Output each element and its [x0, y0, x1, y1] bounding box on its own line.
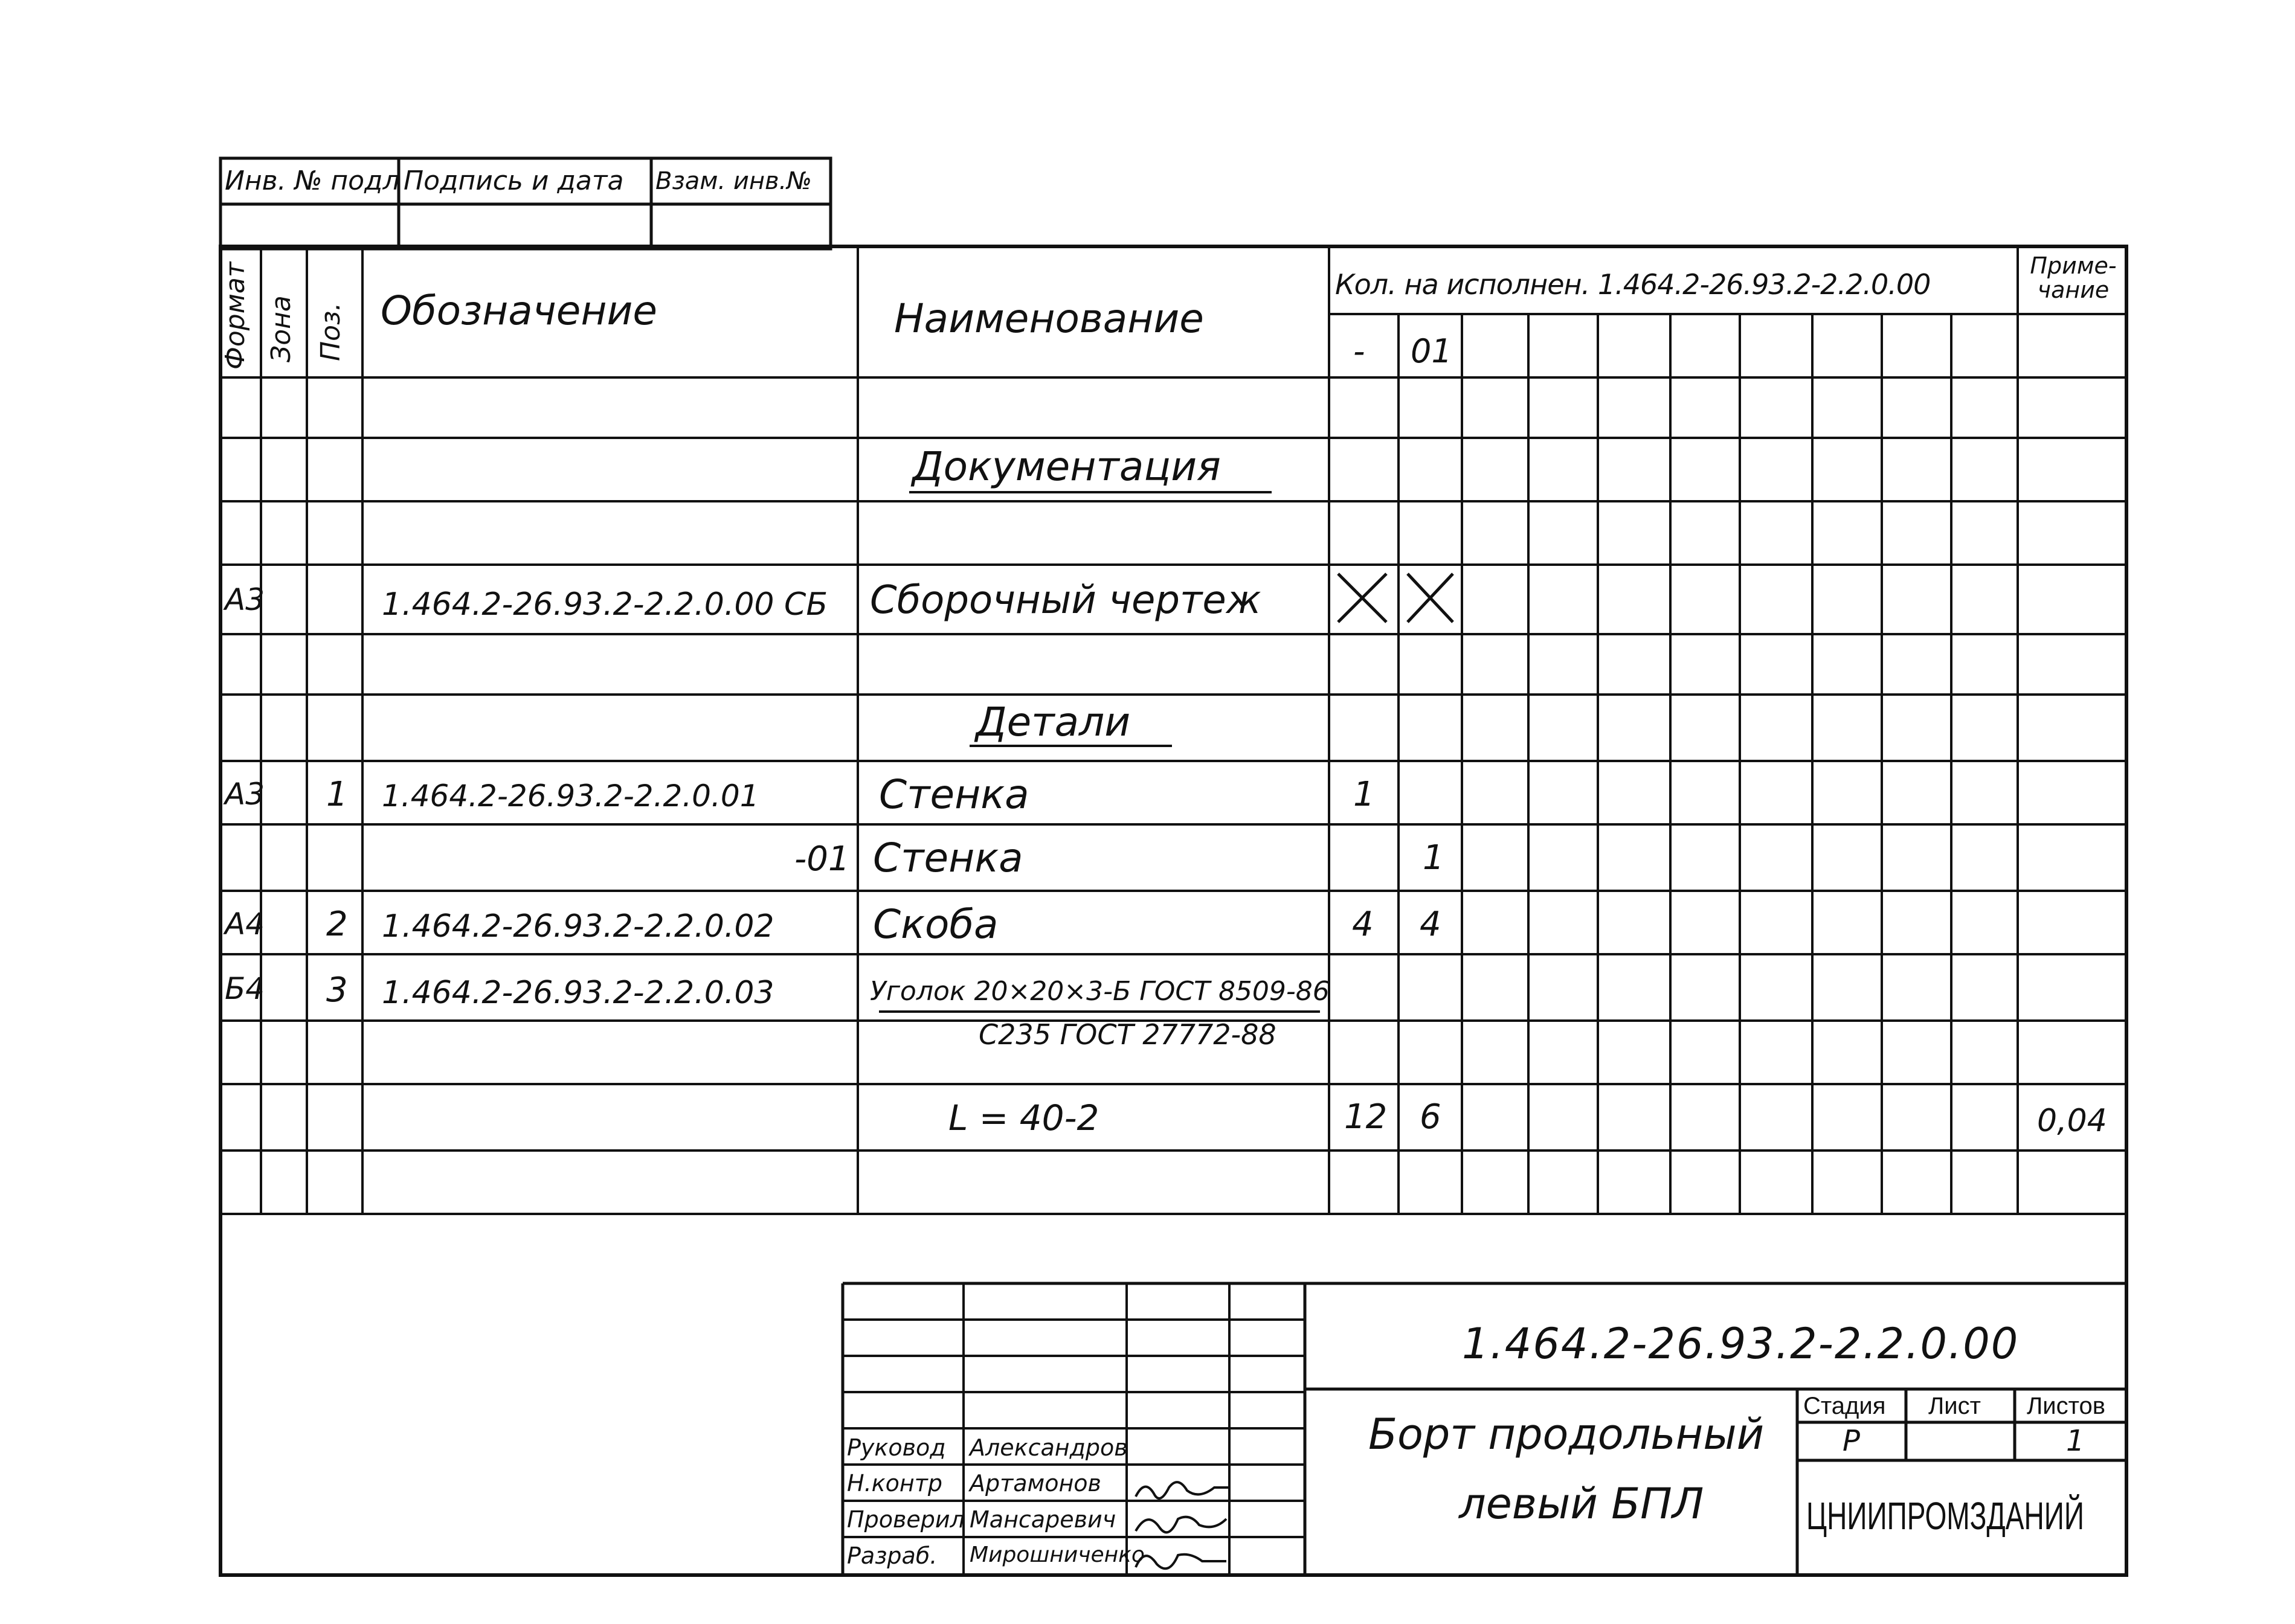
row-naim: Стенка	[879, 771, 1029, 818]
row-format: А4	[225, 907, 265, 942]
row-oboz: 1.464.2-26.93.2-2.2.0.03	[382, 975, 774, 1011]
signer-role: Н.контр	[847, 1470, 942, 1497]
section-documentation: Документация	[912, 443, 1221, 490]
document-name-line1: Борт продольный	[1368, 1410, 1765, 1459]
signatures	[1136, 1482, 1229, 1568]
row-q1: 1	[1423, 838, 1444, 878]
header-prim: Приме-чание	[2030, 252, 2117, 303]
signer-name: Мансаревич	[970, 1506, 1116, 1533]
header-isp-01: 01	[1411, 332, 1452, 370]
listov-value: 1	[2066, 1424, 2085, 1458]
header-oboznachenie: Обозначение	[381, 287, 657, 334]
signer-name: Артамонов	[970, 1470, 1101, 1497]
signer-name: Мирошниченко	[970, 1542, 1145, 1567]
row-poz: 2	[326, 905, 348, 944]
row-q1: 6	[1420, 1097, 1441, 1137]
stadia-label: Стадия	[1803, 1393, 1886, 1419]
header-naimenovanie: Наименование	[894, 295, 1204, 342]
podpis-data-label: Подпись и дата	[404, 165, 624, 196]
signer-name: Александров	[970, 1434, 1128, 1461]
row-naim: Уголок 20×20×3-Б ГОСТ 8509-86	[870, 976, 1330, 1007]
row-naim: С235 ГОСТ 27772-88	[979, 1018, 1276, 1051]
document-designation: 1.464.2-26.93.2-2.2.0.00	[1462, 1319, 2020, 1369]
row-q0: 1	[1353, 775, 1375, 814]
header-zona: Зона	[266, 295, 297, 362]
signer-role: Руковод	[847, 1434, 946, 1461]
row-poz: 3	[326, 971, 348, 1010]
stadia-value: Р	[1843, 1424, 1860, 1458]
section-parts: Детали	[976, 699, 1131, 745]
row-format: А3	[225, 777, 265, 812]
row-oboz: 1.464.2-26.93.2-2.2.0.00 СБ	[382, 586, 828, 623]
signer-role: Разраб.	[847, 1542, 938, 1569]
header-kol: Кол. на исполнен. 1.464.2-26.93.2-2.2.0.00	[1335, 268, 1931, 301]
vzam-inv-label: Взам. инв.№	[655, 167, 812, 195]
organization-name: ЦНИИПРОМЗДАНИЙ	[1806, 1494, 2084, 1538]
row-q0: 4	[1352, 905, 1374, 944]
header-isp-dash: -	[1353, 332, 1365, 370]
row-oboz: 1.464.2-26.93.2-2.2.0.01	[382, 778, 759, 814]
row-prim: 0,04	[2037, 1103, 2107, 1139]
cross-marks	[1338, 574, 1453, 622]
row-naim: Сборочный чертеж	[870, 578, 1261, 623]
row-q1: 4	[1420, 905, 1441, 944]
header-poz: Поз.	[315, 302, 346, 361]
row-q0: 12	[1344, 1097, 1388, 1137]
row-naim: L = 40-2	[948, 1097, 1099, 1138]
row-naim: Скоба	[873, 901, 999, 948]
inv-podl-label: Инв. № подл	[225, 165, 400, 196]
signer-role: Проверил	[847, 1506, 965, 1533]
row-oboz: -01	[794, 839, 850, 879]
row-naim: Стенка	[873, 835, 1023, 881]
document-name-line2: левый БПЛ	[1459, 1479, 1704, 1529]
listov-label: Листов	[2027, 1393, 2105, 1419]
list-label: Лист	[1928, 1393, 1981, 1419]
header-format: Формат	[220, 262, 251, 370]
row-poz: 1	[326, 775, 348, 814]
row-format: А3	[225, 582, 265, 617]
row-format: Б4	[225, 971, 265, 1006]
row-oboz: 1.464.2-26.93.2-2.2.0.02	[382, 908, 774, 945]
